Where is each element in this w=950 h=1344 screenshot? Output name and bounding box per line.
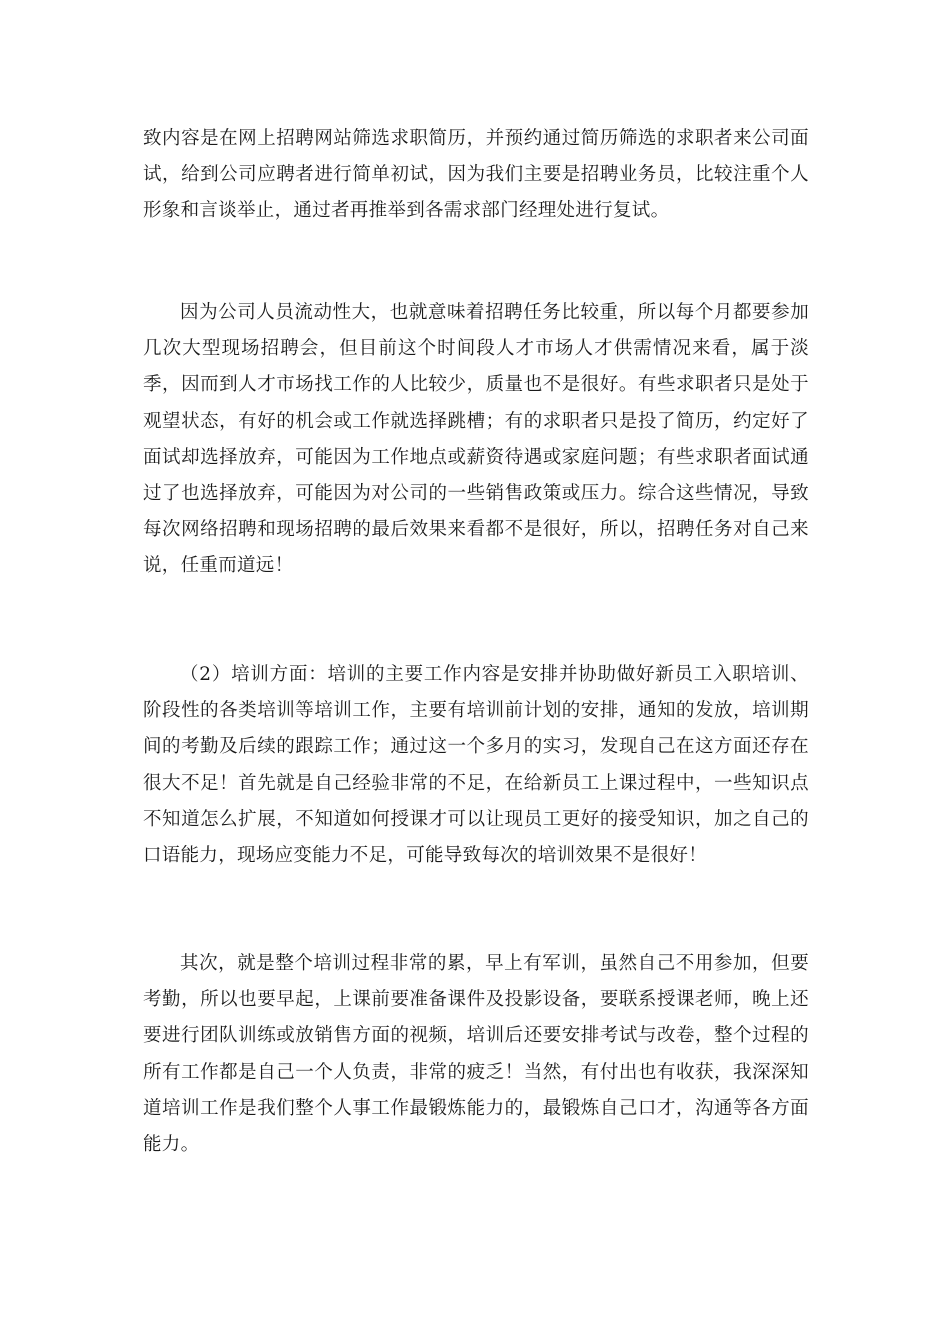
paragraph-recruitment-screening: 致内容是在网上招聘网站筛选求职简历，并预约通过简历筛选的求职者来公司面试，给到公司应聘者进行简单初试，因为我们主要是招聘业务员，比较注重个人形象和言谈举止，通过者再推举到各需求部门经理处进行复试。 — [143, 128, 809, 222]
paragraph-recruitment-difficulty: 因为公司人员流动性大，也就意味着招聘任务比较重，所以每个月都要参加几次大型现场招聘会，但目前这个时间段人才市场人才供需情况来看，属于淡季，因而到人才市场找工作的人比较少，质量也不是很好。有些求职者只是处于观望状态，有好的机会或工作就选择跳槽；有的求职者只是投了简历，约定好了面试却选择放弃，可能因为工作地点或薪资待遇或家庭问题；有些求职者面试通过了也选择放弃，可能因为对公司的一些销售政策或压力。综合这些情况，导致每次网络招聘和现场招聘的最后效果来看都不是很好，所以，招聘任务对自己来说，任重而道远！ — [143, 302, 809, 577]
paragraph-training-workload: 其次，就是整个培训过程非常的累，早上有军训，虽然自己不用参加，但要考勤，所以也要早起，上课前要准备课件及投影设备，要联系授课老师，晚上还要进行团队训练或放销售方面的视频，培训后还要安排考试与改卷，整个过程的所有工作都是自己一个人负责，非常的疲乏！当然，有付出也有收获，我深深知道培训工作是我们整个人事工作最锻炼能力的，最锻炼自己口才，沟通等各方面能力。 — [143, 953, 809, 1156]
paragraph-training-aspect: （2）培训方面：培训的主要工作内容是安排并协助做好新员工入职培训、阶段性的各类培训等培训工作，主要有培训前计划的安排，通知的发放，培训期间的考勤及后续的跟踪工作；通过这一个多月的实习，发现自己在这方面还存在很大不足！首先就是自己经验非常的不足，在给新员工上课过程中，一些知识点不知道怎么扩展，不知道如何授课才可以让现员工更好的接受知识，加之自己的口语能力，现场应变能力不足，可能导致每次的培训效果不是很好！ — [143, 664, 809, 867]
